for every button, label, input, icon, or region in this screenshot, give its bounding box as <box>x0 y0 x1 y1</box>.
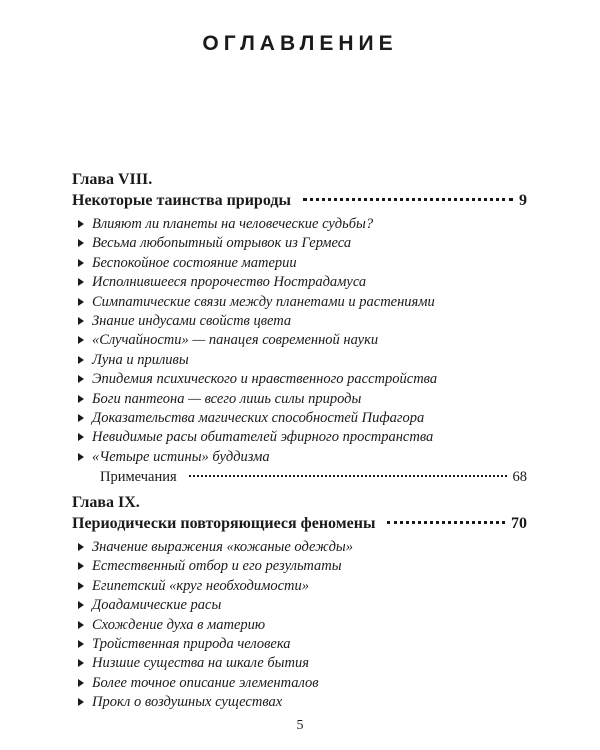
section-item[interactable]: Низшие существа на шкале бытия <box>78 654 527 673</box>
triangle-bullet-icon <box>78 278 84 286</box>
notes-label: Примечания <box>100 469 177 486</box>
chapter-viii <box>72 170 527 487</box>
section-item[interactable]: Более точное описание элементалов <box>78 674 527 693</box>
section-list <box>72 538 527 713</box>
triangle-bullet-icon <box>78 453 84 461</box>
triangle-bullet-icon <box>78 601 84 609</box>
section-item[interactable]: «Четыре истины» буддизма <box>78 448 527 467</box>
section-item[interactable]: Боги пантеона — всего лишь силы природы <box>78 390 527 409</box>
triangle-bullet-icon <box>78 336 84 344</box>
chapter-label: Глава IX. <box>72 494 140 511</box>
section-item[interactable]: Прокл о воздушных существах <box>78 693 527 712</box>
section-item[interactable]: Невидимые расы обитателей эфирного пространства <box>78 428 527 447</box>
chapter-ix <box>72 493 527 713</box>
section-item[interactable]: Египетский «круг необходимости» <box>78 577 527 596</box>
chapter-title-row[interactable] <box>72 513 527 534</box>
triangle-bullet-icon <box>78 375 84 383</box>
chapter-title: Периодически повторяющиеся феномены <box>72 515 376 532</box>
section-item[interactable]: Тройственная природа человека <box>78 635 527 654</box>
triangle-bullet-icon <box>78 356 84 364</box>
triangle-bullet-icon <box>78 220 84 228</box>
triangle-bullet-icon <box>78 433 84 441</box>
section-item[interactable]: Доказательства магических способностей Пифагора <box>78 409 527 428</box>
page-number: 5 <box>296 718 304 733</box>
triangle-bullet-icon <box>78 414 84 422</box>
triangle-bullet-icon <box>78 640 84 648</box>
section-list <box>72 215 527 467</box>
triangle-bullet-icon <box>78 259 84 267</box>
triangle-bullet-icon <box>78 239 84 247</box>
chapter-label: Глава VIII. <box>72 171 153 188</box>
triangle-bullet-icon <box>78 395 84 403</box>
chapter-page: 9 <box>519 192 527 209</box>
section-item[interactable]: Значение выражения «кожаные одежды» <box>78 538 527 557</box>
section-item[interactable]: Симпатические связи между планетами и растениями <box>78 293 527 312</box>
chapter-title: Некоторые таинства природы <box>72 192 291 209</box>
section-item[interactable]: Эпидемия психического и нравственного расстройства <box>78 370 527 389</box>
triangle-bullet-icon <box>78 543 84 551</box>
dot-leader <box>303 198 513 201</box>
triangle-bullet-icon <box>78 698 84 706</box>
section-item[interactable]: Схождение духа в материю <box>78 616 527 635</box>
dot-leader <box>387 521 505 524</box>
triangle-bullet-icon <box>78 582 84 590</box>
notes-row[interactable] <box>72 467 527 487</box>
section-item[interactable]: Влияют ли планеты на человеческие судьбы? <box>78 215 527 234</box>
triangle-bullet-icon <box>78 621 84 629</box>
notes-page: 68 <box>512 469 527 486</box>
section-item[interactable]: Доадамические расы <box>78 596 527 615</box>
chapter-page: 70 <box>511 515 527 532</box>
section-item[interactable]: «Случайности» — панацея современной науки <box>78 331 527 350</box>
dot-leader <box>189 475 507 477</box>
triangle-bullet-icon <box>78 298 84 306</box>
triangle-bullet-icon <box>78 679 84 687</box>
triangle-bullet-icon <box>78 659 84 667</box>
section-item[interactable]: Естественный отбор и его результаты <box>78 557 527 576</box>
section-item[interactable]: Беспокойное состояние материи <box>78 254 527 273</box>
triangle-bullet-icon <box>78 317 84 325</box>
section-item[interactable]: Знание индусами свойств цвета <box>78 312 527 331</box>
chapter-title-row[interactable] <box>72 190 527 211</box>
page-title: ОГЛАВЛЕНИЕ <box>202 32 398 55</box>
section-item[interactable]: Исполнившееся пророчество Нострадамуса <box>78 273 527 292</box>
section-item[interactable]: Весьма любопытный отрывок из Гермеса <box>78 234 527 253</box>
section-item[interactable]: Луна и приливы <box>78 351 527 370</box>
triangle-bullet-icon <box>78 562 84 570</box>
